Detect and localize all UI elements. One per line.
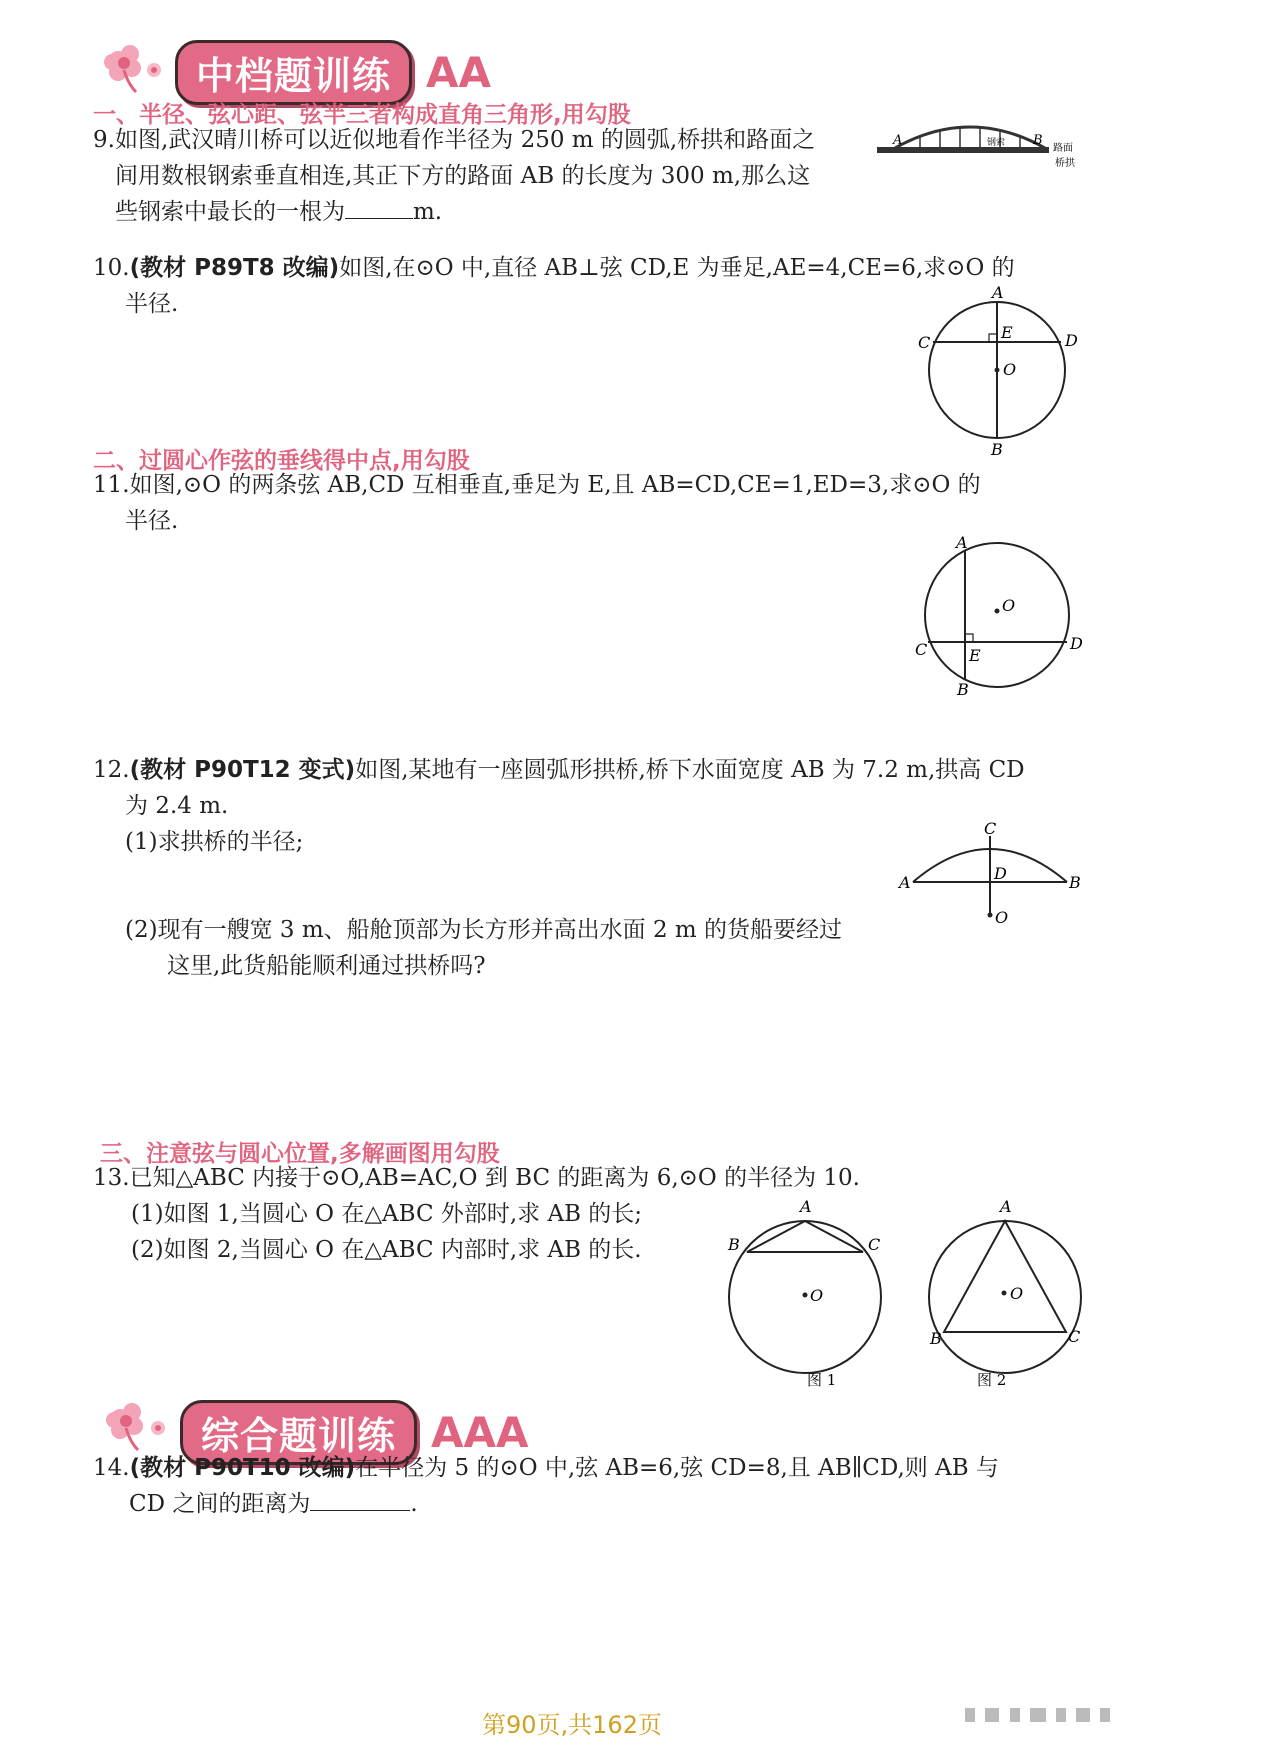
- q10-label-o: O: [1003, 360, 1017, 379]
- q9-label-cable: 钢索: [987, 138, 1006, 148]
- q13-fig1-label-a: A: [800, 1197, 812, 1216]
- section-heading-3: 三、注意弦与圆心位置,多解画图用勾股: [100, 1141, 500, 1167]
- q12-label-a: A: [899, 873, 911, 892]
- q12-line1: 如图,某地有一座圆弧形拱桥,桥下水面宽度 AB 为 7.2 m,拱高 CD: [355, 757, 1025, 783]
- q13-fig1-label-b: B: [728, 1235, 740, 1254]
- q13-part1: (1)如图 1,当圆心 O 在△ABC 外部时,求 AB 的长;: [131, 1201, 643, 1227]
- q11-label-d: D: [1070, 634, 1083, 653]
- banner-level: AA: [426, 48, 492, 97]
- q9-line1: 9.如图,武汉晴川桥可以近似地看作半径为 250 m 的圆弧,桥拱和路面之: [93, 127, 816, 153]
- q13-fig2-label-b: B: [930, 1329, 942, 1348]
- q9-label-road: 路面: [1053, 143, 1073, 154]
- flower-icon: [98, 40, 168, 98]
- q12-label-d: D: [994, 864, 1007, 883]
- q12-line2: 为 2.4 m.: [125, 793, 229, 819]
- q11-label-o: O: [1002, 596, 1016, 615]
- banner-level: AAA: [431, 1408, 529, 1457]
- q13-fig2-label-o: O: [1010, 1284, 1024, 1303]
- banner-title: 中档题训练: [175, 40, 412, 105]
- q13-figure-1: [720, 1192, 900, 1396]
- q11-line2: 半径.: [125, 508, 179, 534]
- q13-fig1-label-c: C: [868, 1235, 881, 1254]
- q10-label-d: D: [1065, 331, 1078, 350]
- q12-source: (教材 P90T12 变式): [129, 757, 356, 783]
- q14-line2: CD 之间的距离为: [129, 1491, 311, 1517]
- q14-number: 14.: [93, 1455, 130, 1481]
- q9-unit: m.: [413, 199, 443, 225]
- q10-label-c: C: [918, 333, 931, 352]
- q9-label-b: B: [1033, 133, 1043, 148]
- q13-fig1-caption: 图 1: [807, 1371, 837, 1389]
- q12-arch-figure: [895, 818, 1085, 937]
- q14-period: .: [410, 1491, 418, 1517]
- q13-fig2-label-c: C: [1068, 1327, 1081, 1346]
- q9-line2: 间用数根钢索垂直相连,其正下方的路面 AB 的长度为 300 m,那么这: [115, 163, 811, 189]
- question-11: [93, 467, 1093, 539]
- q12-part2-line1: (2)现有一艘宽 3 m、船舱顶部为长方形并高出水面 2 m 的货船要经过: [125, 917, 843, 943]
- q10-source: (教材 P89T8 改编): [129, 255, 340, 281]
- q12-part2-line2: 这里,此货船能顺利通过拱桥吗?: [167, 953, 486, 979]
- q12-label-o: O: [995, 908, 1009, 927]
- q13-line1: 13.已知△ABC 内接于⊙O,AB=AC,O 到 BC 的距离为 6,⊙O 的半径为 10.: [93, 1165, 860, 1191]
- q10-number: 10.: [93, 255, 130, 281]
- q11-line1: 11.如图,⊙O 的两条弦 AB,CD 互相垂直,垂足为 E,且 AB=CD,CE=1,ED=3,求⊙O 的: [93, 472, 981, 498]
- bridge-figure: [875, 118, 1090, 182]
- q14-line1: 在半径为 5 的⊙O 中,弦 AB=6,弦 CD=8,且 AB∥CD,则 AB 与: [355, 1455, 999, 1481]
- question-14: [93, 1450, 1093, 1522]
- q10-label-e: E: [1001, 323, 1013, 342]
- q12-part2: [125, 912, 905, 984]
- q11-label-a: A: [956, 533, 968, 552]
- q10-circle-figure: [915, 285, 1085, 469]
- q13-part2: (2)如图 2,当圆心 O 在△ABC 内部时,求 AB 的长.: [131, 1237, 642, 1263]
- q14-answer-blank[interactable]: [310, 1510, 410, 1511]
- q10-label-a: A: [992, 285, 1004, 302]
- q13-figure-2: [920, 1192, 1100, 1396]
- watermark-mark: [960, 1700, 1130, 1734]
- section-heading-1: 一、半径、弦心距、弦半三者构成直角三角形,用勾股: [93, 102, 631, 128]
- section-heading-2: 二、过圆心作弦的垂线得中点,用勾股: [93, 448, 470, 474]
- q12-label-c: C: [984, 819, 997, 838]
- question-9: [93, 122, 873, 230]
- q12-label-b: B: [1069, 873, 1081, 892]
- q9-label-a: A: [893, 133, 903, 148]
- q12-part1: (1)求拱桥的半径;: [125, 829, 304, 855]
- q11-label-e: E: [969, 646, 981, 665]
- q9-line3: 些钢索中最长的一根为: [115, 199, 345, 225]
- q10-label-b: B: [991, 440, 1003, 459]
- q9-label-arch: 桥拱: [1055, 158, 1075, 169]
- flower-icon: [100, 1398, 172, 1456]
- q10-line1: 如图,在⊙O 中,直径 AB⊥弦 CD,E 为垂足,AE=4,CE=6,求⊙O 的: [339, 255, 1015, 281]
- q9-answer-blank[interactable]: [345, 218, 413, 219]
- banner-title: 综合题训练: [180, 1400, 417, 1465]
- page-indicator: 第90页,共162页: [482, 1711, 662, 1739]
- q13-fig2-label-a: A: [1000, 1197, 1012, 1216]
- q13-fig2-caption: 图 2: [977, 1371, 1007, 1389]
- q11-label-b: B: [957, 680, 969, 698]
- q11-circle-figure: [905, 533, 1085, 702]
- q10-line2: 半径.: [125, 291, 179, 317]
- q13-fig1-label-o: O: [810, 1286, 824, 1305]
- q11-label-c: C: [915, 640, 928, 659]
- q14-source: (教材 P90T10 改编): [129, 1455, 356, 1481]
- q12-number: 12.: [93, 757, 130, 783]
